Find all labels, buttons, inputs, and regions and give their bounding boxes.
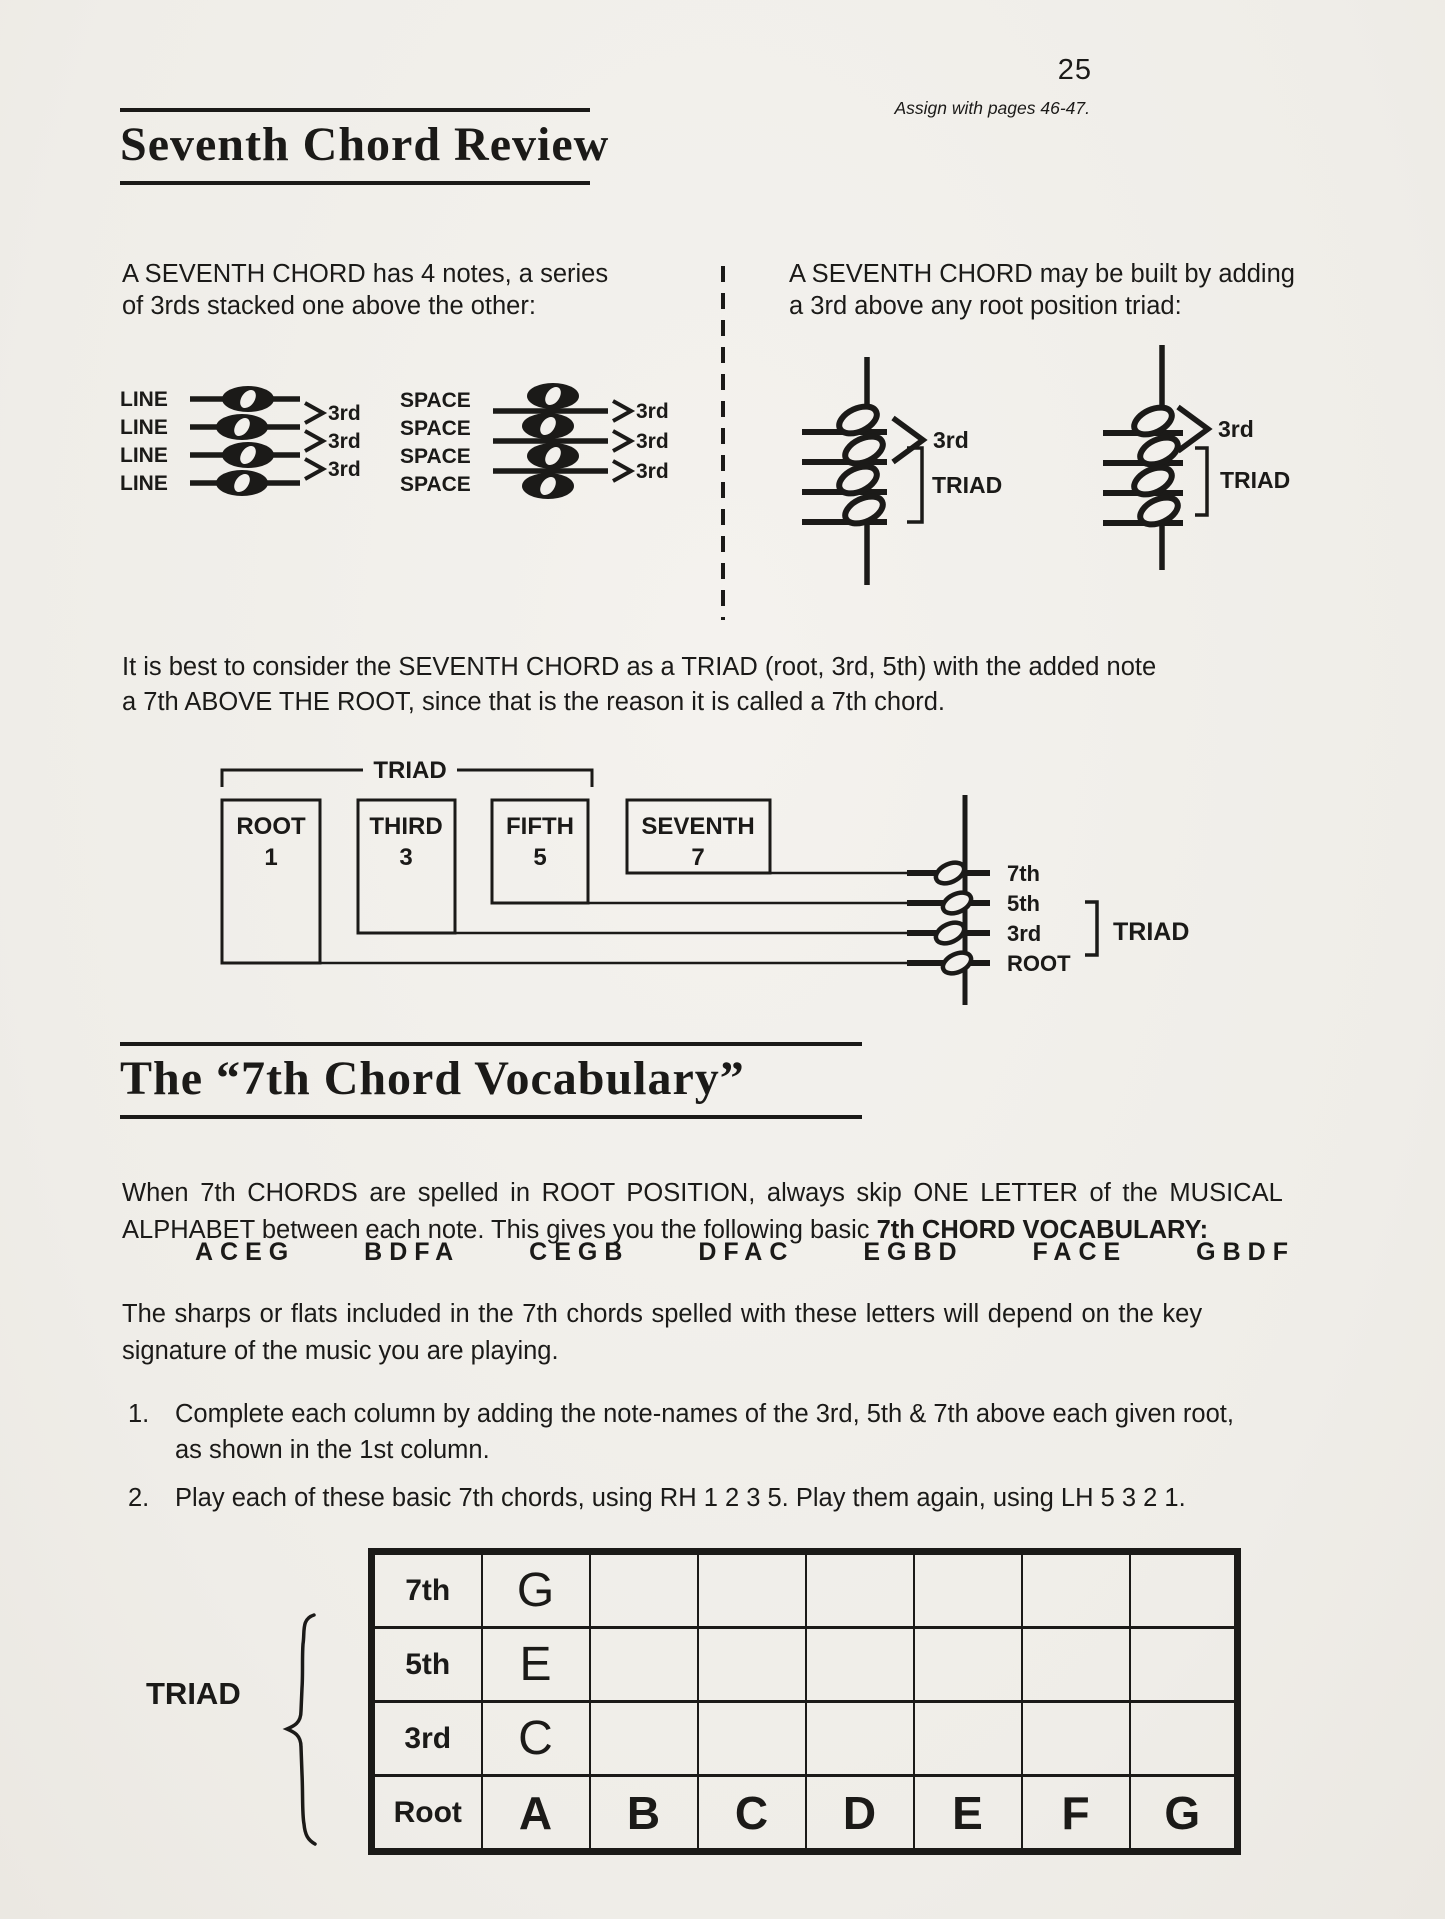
chord-note-heads (933, 859, 975, 978)
line-whole-notes (216, 386, 274, 496)
space-label-4: SPACE (400, 473, 471, 496)
triad-label: TRIAD (932, 472, 1003, 498)
title-rule-top (120, 108, 590, 112)
consider-line2: a 7th ABOVE THE ROOT, since that is the reason it is called a 7th chord. (122, 688, 946, 716)
instruction-1-number: 1. (128, 1400, 150, 1428)
root-box-num: 1 (264, 844, 278, 871)
instruction-1 (128, 1396, 1234, 1468)
cell-3rd-f[interactable] (1022, 1702, 1130, 1776)
title-rule-bottom (120, 1115, 862, 1119)
vocab-group-4: DFAC (698, 1238, 795, 1266)
cell-3rd-g[interactable] (1130, 1702, 1238, 1776)
cell-root-g: G (1130, 1776, 1238, 1852)
seventh-chord-diagram-1 (785, 340, 1020, 595)
section1-title: Seventh Chord Review (120, 118, 610, 171)
fifth-box-num: 5 (533, 844, 547, 871)
vocab-group-7: GBDF (1196, 1238, 1295, 1266)
row-label-5th: 5th (372, 1628, 482, 1702)
connector-lines (320, 873, 907, 963)
cell-root-d: D (806, 1776, 914, 1852)
third-chevron (893, 418, 923, 462)
cell-7th-b[interactable] (590, 1552, 698, 1628)
triad-brace (280, 1612, 322, 1848)
triad-label: TRIAD (1220, 467, 1291, 493)
instruction-2 (128, 1480, 1186, 1516)
line-label-3: LINE (120, 444, 168, 467)
third-label: 3rd (1218, 416, 1254, 442)
line-label-4: LINE (120, 472, 168, 495)
fifth-box-name: FIFTH (506, 813, 574, 840)
cell-5th-e[interactable] (914, 1628, 1022, 1702)
cell-5th-a[interactable]: E (482, 1628, 590, 1702)
seventh-chord-diagram-2 (1090, 330, 1305, 580)
cell-3rd-e[interactable] (914, 1702, 1022, 1776)
right-intro-line2: a 3rd above any root position triad: (789, 292, 1182, 320)
cell-7th-g[interactable] (1130, 1552, 1238, 1628)
sharps-line1: The sharps or flats included in the 7th chords spelled with these letters will depend on the key (122, 1300, 1203, 1328)
cell-root-a: A (482, 1776, 590, 1852)
instruction-2-text (175, 1480, 1186, 1516)
cell-3rd-b[interactable] (590, 1702, 698, 1776)
triad-top-label: TRIAD (373, 757, 447, 784)
space-label-3: SPACE (400, 445, 471, 468)
left-intro-line1: A SEVENTH CHORD has 4 notes, a series (122, 260, 609, 288)
cell-5th-f[interactable] (1022, 1628, 1130, 1702)
cell-7th-a[interactable]: G (482, 1552, 590, 1628)
triad-bracket (907, 448, 922, 522)
vocab-para-line2-regular: ALPHABET between each note. This gives you the following basic (122, 1216, 877, 1244)
note-label-5th: 5th (1007, 891, 1040, 916)
staff-segments (907, 873, 990, 963)
cell-root-b: B (590, 1776, 698, 1852)
vocab-group-6: FACE (1032, 1238, 1128, 1266)
vocab-para-line1: When 7th CHORDS are spelled in ROOT POSITION, always skip ONE LETTER of the MUSICAL (122, 1179, 1283, 1207)
vocab-group-1: ACEG (195, 1238, 296, 1266)
seventh-chord-table (368, 1548, 1241, 1855)
vocab-group-3: CEGB (529, 1238, 630, 1266)
right-intro-line1: A SEVENTH CHORD may be built by adding (789, 260, 1295, 288)
cell-5th-b[interactable] (590, 1628, 698, 1702)
instruction-1-line2: as shown in the 1st column. (175, 1436, 490, 1464)
table-row-root (372, 1776, 1238, 1852)
third-box-num: 3 (399, 844, 413, 871)
third-label: 3rd (328, 430, 361, 453)
instruction-2-number: 2. (128, 1484, 150, 1512)
cell-root-e: E (914, 1776, 1022, 1852)
triad-right-bracket (1085, 902, 1097, 955)
assign-note: Assign with pages 46-47. (894, 98, 1090, 118)
cell-3rd-a[interactable]: C (482, 1702, 590, 1776)
cell-3rd-c[interactable] (698, 1702, 806, 1776)
section1-title-block (120, 108, 610, 185)
line-thirds-diagram (118, 385, 368, 510)
note-label-7th: 7th (1007, 861, 1040, 886)
title-rule-top (120, 1042, 862, 1046)
seventh-box-num: 7 (691, 844, 705, 871)
triad-bracket (1195, 448, 1207, 515)
table-row-5th (372, 1628, 1238, 1702)
vocab-group-5: EGBD (863, 1238, 964, 1266)
column-divider (721, 266, 725, 620)
third-label: 3rd (328, 458, 361, 481)
table-triad-label: TRIAD (146, 1676, 241, 1711)
title-rule-bottom (120, 181, 590, 185)
page-number: 25 (1057, 54, 1092, 86)
cell-3rd-d[interactable] (806, 1702, 914, 1776)
third-box-name: THIRD (369, 813, 443, 840)
third-chevrons (305, 403, 323, 479)
brace-path (287, 1615, 315, 1844)
cell-7th-d[interactable] (806, 1552, 914, 1628)
cell-7th-e[interactable] (914, 1552, 1022, 1628)
consider-line1: It is best to consider the SEVENTH CHORD as a TRIAD (root, 3rd, 5th) with the added note (122, 653, 1157, 681)
triad-right-label: TRIAD (1113, 918, 1190, 946)
note-label-3rd: 3rd (1007, 921, 1042, 946)
cell-root-c: C (698, 1776, 806, 1852)
chord-vocabulary-row (195, 1238, 1295, 1267)
sharps-line2: signature of the music you are playing. (122, 1337, 559, 1365)
seventh-box-name: SEVENTH (641, 813, 755, 840)
third-chevron (1178, 407, 1208, 451)
section2-title-block (120, 1042, 862, 1119)
third-label: 3rd (328, 402, 361, 425)
line-label-2: LINE (120, 416, 168, 439)
third-label: 3rd (636, 430, 669, 453)
left-intro (122, 258, 608, 322)
row-label-3rd: 3rd (372, 1702, 482, 1776)
space-label-2: SPACE (400, 417, 471, 440)
right-intro (789, 258, 1295, 322)
note-label-root: ROOT (1007, 951, 1071, 976)
table-row-3rd (372, 1702, 1238, 1776)
cell-root-f: F (1022, 1776, 1130, 1852)
cell-5th-c[interactable] (698, 1628, 806, 1702)
section2-title: The “7th Chord Vocabulary” (120, 1052, 745, 1105)
space-thirds-diagram (398, 383, 673, 513)
vocab-group-2: BDFA (364, 1238, 461, 1266)
row-label-root: Root (372, 1776, 482, 1852)
chord-structure-diagram (195, 755, 1290, 1020)
cell-5th-g[interactable] (1130, 1628, 1238, 1702)
sharps-paragraph (122, 1296, 1202, 1370)
cell-7th-c[interactable] (698, 1552, 806, 1628)
root-box-name: ROOT (236, 813, 306, 840)
instruction-2-line1: Play each of these basic 7th chords, using RH 1 2 3 5. Play them again, using LH 5 3 2 1. (175, 1484, 1186, 1512)
third-chevrons (613, 401, 631, 481)
left-intro-line2: of 3rds stacked one above the other: (122, 292, 536, 320)
third-label: 3rd (636, 400, 669, 423)
instruction-1-text (175, 1396, 1234, 1468)
row-label-7th: 7th (372, 1552, 482, 1628)
vocab-para-line2-bold: 7th CHORD VOCABULARY: (876, 1216, 1209, 1244)
instruction-1-line1: Complete each column by adding the note-names of the 3rd, 5th & 7th above each given root, (175, 1400, 1234, 1428)
line-label-1: LINE (120, 388, 168, 411)
third-label: 3rd (636, 460, 669, 483)
cell-7th-f[interactable] (1022, 1552, 1130, 1628)
cell-5th-d[interactable] (806, 1628, 914, 1702)
consider-paragraph (122, 650, 1156, 720)
space-label-1: SPACE (400, 389, 471, 412)
table-row-7th (372, 1552, 1238, 1628)
third-label: 3rd (933, 427, 969, 453)
